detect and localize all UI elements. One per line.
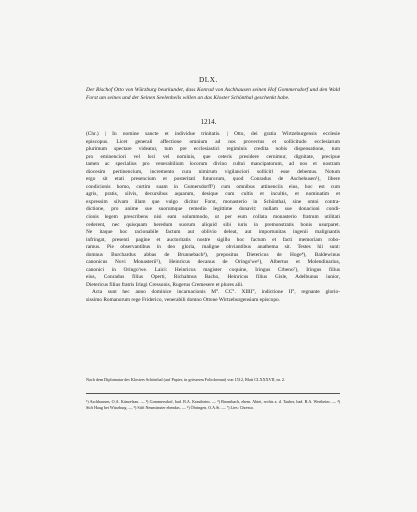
body-line: domnus Burchardus abbas de Brunnebach³), prepositus Dietericus de Hoge⁴), Baldewinus [86, 251, 340, 258]
document-rubric: Der Bischof Otto von Würzburg beurkundet, dass Konrad von Aschhausen seinen Hof Gommersdorf und den Wald Forst um seines und der Seinen Seelenheils willen an das Kloster Schönthal geschenkt habe. [86, 87, 340, 101]
body-line: episcopus. Licet generali affectione omnium ad nos provectus et sollicitudo ecclesiarum [86, 138, 340, 145]
body-line: cionis legem prescribens nisi eam solummodo, ut per eum collata monasterio fratrum utilitati [86, 214, 340, 221]
body-line: cederent, nec quisquam heredum suorum aliquid sibi iuris in premonstratis bonis usurparet. [86, 221, 340, 228]
body-line: ramus. Pie observantibus in deo gloria, maligne obviantibus anathema sit. Testes hii sunt: [86, 244, 340, 251]
document-number: DLX. [199, 76, 218, 84]
body-line: diocesim pertinencium, incremento cura nimirum vigilanciori sollicitl esse debemus. Notum [86, 168, 340, 175]
document-body [86, 131, 340, 305]
body-line: tamen ac specialius pro venerabilium locorum divino cultui mancipatorum, ad nos et nostram [86, 161, 340, 168]
footnote-divider [86, 393, 340, 394]
body-line: Dietericus filius fratris Iringi Cressonis, Rugerus Cremesere et plures alii. [86, 281, 244, 288]
body-line: sissimo Romanorum rege Friderico, venerabili domno Ottone Wirtzeburgensium episcopo. [86, 297, 281, 304]
body-line: plurimum spectare videatur, tum pre ecclesiastici regiminis credita nobis dispensatione, tum [86, 146, 340, 153]
body-line: condicionis homo, curtim suam in Gumersdorff²) cum omnibus attinenciis eius, hoc est cum [86, 183, 340, 190]
body-line: Acta sunt hec anno dominice incarnacionis M°. CC°. XIIII°, indictione II°, regnante glorio- [92, 289, 340, 296]
body-line: infringat, presenti pagine et auctoritatis nostre sigillo hoc factum et facti memoriam robo- [86, 236, 340, 243]
footnotes: ¹) Aschhausen, O.A. Künzelsau. — ²) Gommersdorf, bad. B.A. Krautheim. — ³) Bronnbach, ehem. Abtei, rechts a. d. Tauber, bad. B.A. Wertheim. — ⁴) Stift Haug bei Würzburg. — ⁵) Stift Neumünster ebendas. — ⁶) Öhringen, O.A.St. — ⁷) Lies: Chresso. [86, 399, 340, 411]
body-line: eius, Conradus filius Operti, Richalmus Bacho, Heinricus filius Gisle, Adelbunus iunior, [86, 274, 340, 281]
body-line: canonici in Oringo'we. Laici: Heinricus magister coquine, Iringus Crbeno⁷), Iringus filius [86, 266, 340, 273]
body-line: ergo sit etati presencium et posteritati futurorum, quod Conradus de Aschehusen¹), libere [86, 176, 340, 183]
body-line: pro eminenciori vel loci vel nominis, que ceteris presidere cernimur, dignitate, precipue [86, 153, 340, 160]
body-line: Ne itaque hoc racionabile factum aut oblivio deleat, aut importunitas ingenii malignantis [86, 229, 340, 236]
body-line: canonicus Novi Monasterii⁵), Heinricus decanus de Oringo'we⁶), Albertus et Molendinarius, [86, 259, 340, 266]
body-line: expressim silvam illam que vulgo dicitur Forst, monasterio in Schönthal, sine omni contra- [86, 198, 340, 205]
source-note: Nach dem Diplomatar des Klosters Schönthal (auf Papier, in grösserm Folioformat) von 1512, Blatt CLXXXVII, nr. 2. [86, 377, 286, 382]
body-line: (Chr.) | In nomine sancte et individue trinitatis. | Otto, dei gratia Wirtzeburgensis ecclesie [86, 131, 340, 137]
body-line: agris, pratis, silvis, decursibus aquarum, desique cum cultis et incultis, et nominatim et [86, 191, 340, 198]
body-line: dictione, pro anime sue suorumque remedio legittime donavit: nullam sue donacioni condi- [86, 206, 340, 213]
document-year: 1214. [200, 118, 217, 126]
